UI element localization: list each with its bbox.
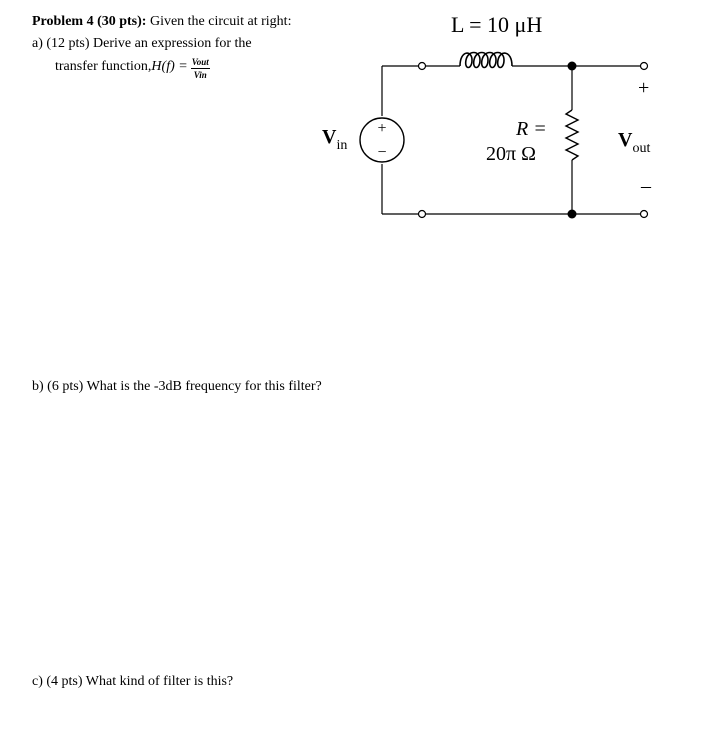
resistor-label-bottom: 20π Ω [486,143,536,165]
resistor-zigzag [566,110,578,160]
source-plus-sign: + [377,120,387,137]
resistor-label-top: R = [516,118,547,140]
terminal-top-left [419,63,426,70]
source-minus-sign: − [377,144,387,161]
fraction-numerator: Vout [191,57,209,67]
vin-label [322,126,347,151]
terminal-bottom-left [419,211,426,218]
terminal-out-top [641,63,648,70]
vout-main: V [618,129,633,151]
vout-label [618,129,650,154]
inductor-label: L = 10 μH [451,12,543,37]
part-a-line2 [55,55,210,78]
problem-intro: Given the circuit at right: [146,14,292,29]
vout-minus-sign: – [641,175,651,197]
terminal-out-bottom [641,211,648,218]
circuit-diagram [300,0,717,240]
vout-subscript: out [632,141,651,156]
part-c-question: c) (4 pts) What kind of filter is this? [32,674,234,689]
vin-subscript: in [336,138,348,153]
part-b-question: b) (6 pts) What is the -3dB frequency for this filter? [32,379,322,394]
part-a-line1: a) (12 pts) Derive an expression for the [32,36,252,51]
problem-title: Problem 4 (30 pts): [32,14,147,29]
inductor-coil [460,53,512,68]
vin-main: V [322,126,337,148]
part-a-prefix: transfer function, [55,59,152,74]
problem-header [32,13,291,30]
fraction-denominator: Vin [193,70,207,80]
transfer-function-symbol: H(f) = [151,59,188,74]
transfer-fraction [191,57,210,80]
vout-plus-sign: + [638,77,650,99]
